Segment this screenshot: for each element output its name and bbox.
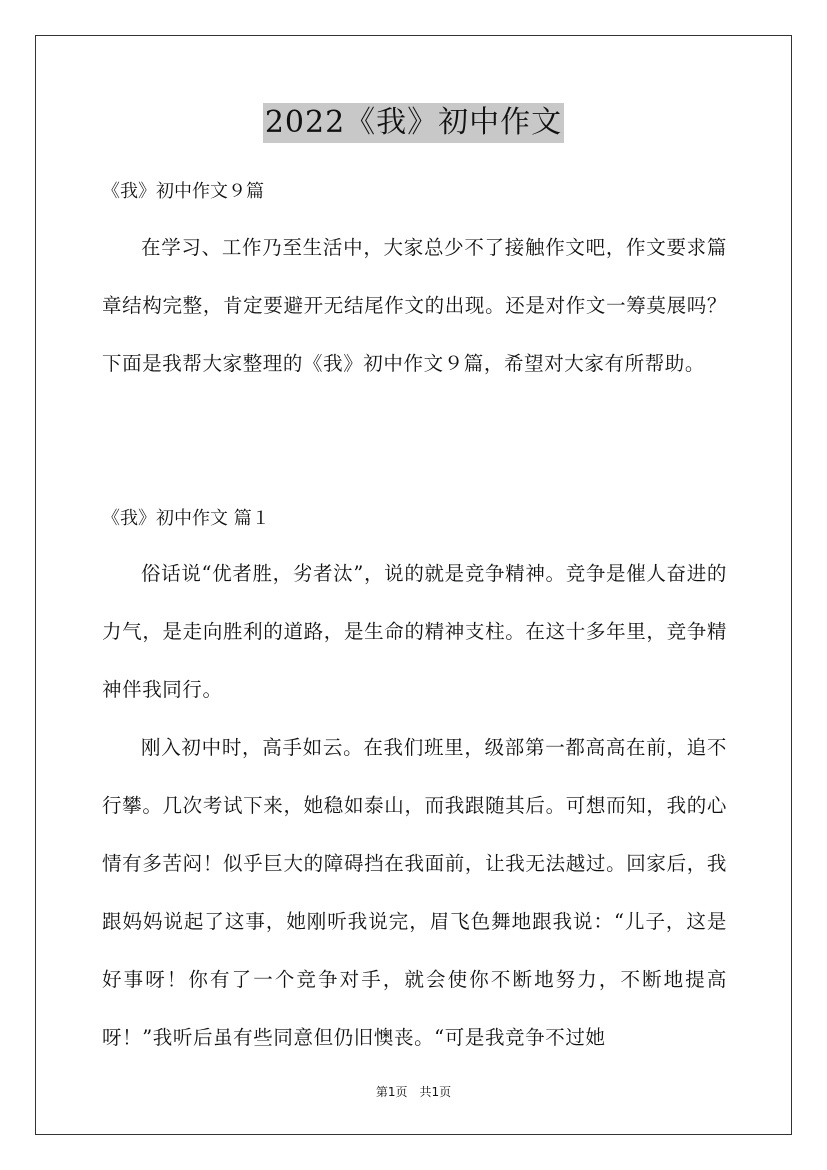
page-footer: 第1页 共1页 xyxy=(375,1085,452,1099)
intro-paragraph: 在学习、工作乃至生活中，大家总少不了接触作文吧，作文要求篇章结构完整，肯定要避开无结尾作文的出现。还是对作文一筹莫展吗？下面是我帮大家整理的《我》初中作文９篇，希望对大家有所帮助。 xyxy=(102,236,727,375)
section-body xyxy=(102,545,727,1067)
body-paragraph: 俗话说“优者胜，劣者汰”，说的就是竞争精神。竞争是催人奋进的力气，是走向胜利的道路，是生命的精神支柱。在这十多年里，竞争精神伴我同行。 xyxy=(102,562,727,701)
document-title: 2022《我》初中作文 xyxy=(263,103,564,143)
document-subtitle: 《我》初中作文９篇 xyxy=(102,181,264,202)
section-heading: 《我》初中作文 篇１ xyxy=(102,508,270,529)
title-container xyxy=(0,103,827,143)
body-paragraph: 刚入初中时，高手如云。在我们班里，级部第一都高高在前，追不行攀。几次考试下来，她稳如泰山，而我跟随其后。可想而知，我的心情有多苦闷！似乎巨大的障碍挡在我面前，让我无法越过。回家后，我跟妈妈说起了这事，她刚听我说完，眉飞色舞地跟我说：“儿子，这是好事呀！你有了一个竞争对手，就会使你不断地努力，不断地提高呀！”我听后虽有些同意但仍旧懊丧。“可是我竞争不过她 xyxy=(102,736,727,1049)
intro-block xyxy=(102,219,727,393)
